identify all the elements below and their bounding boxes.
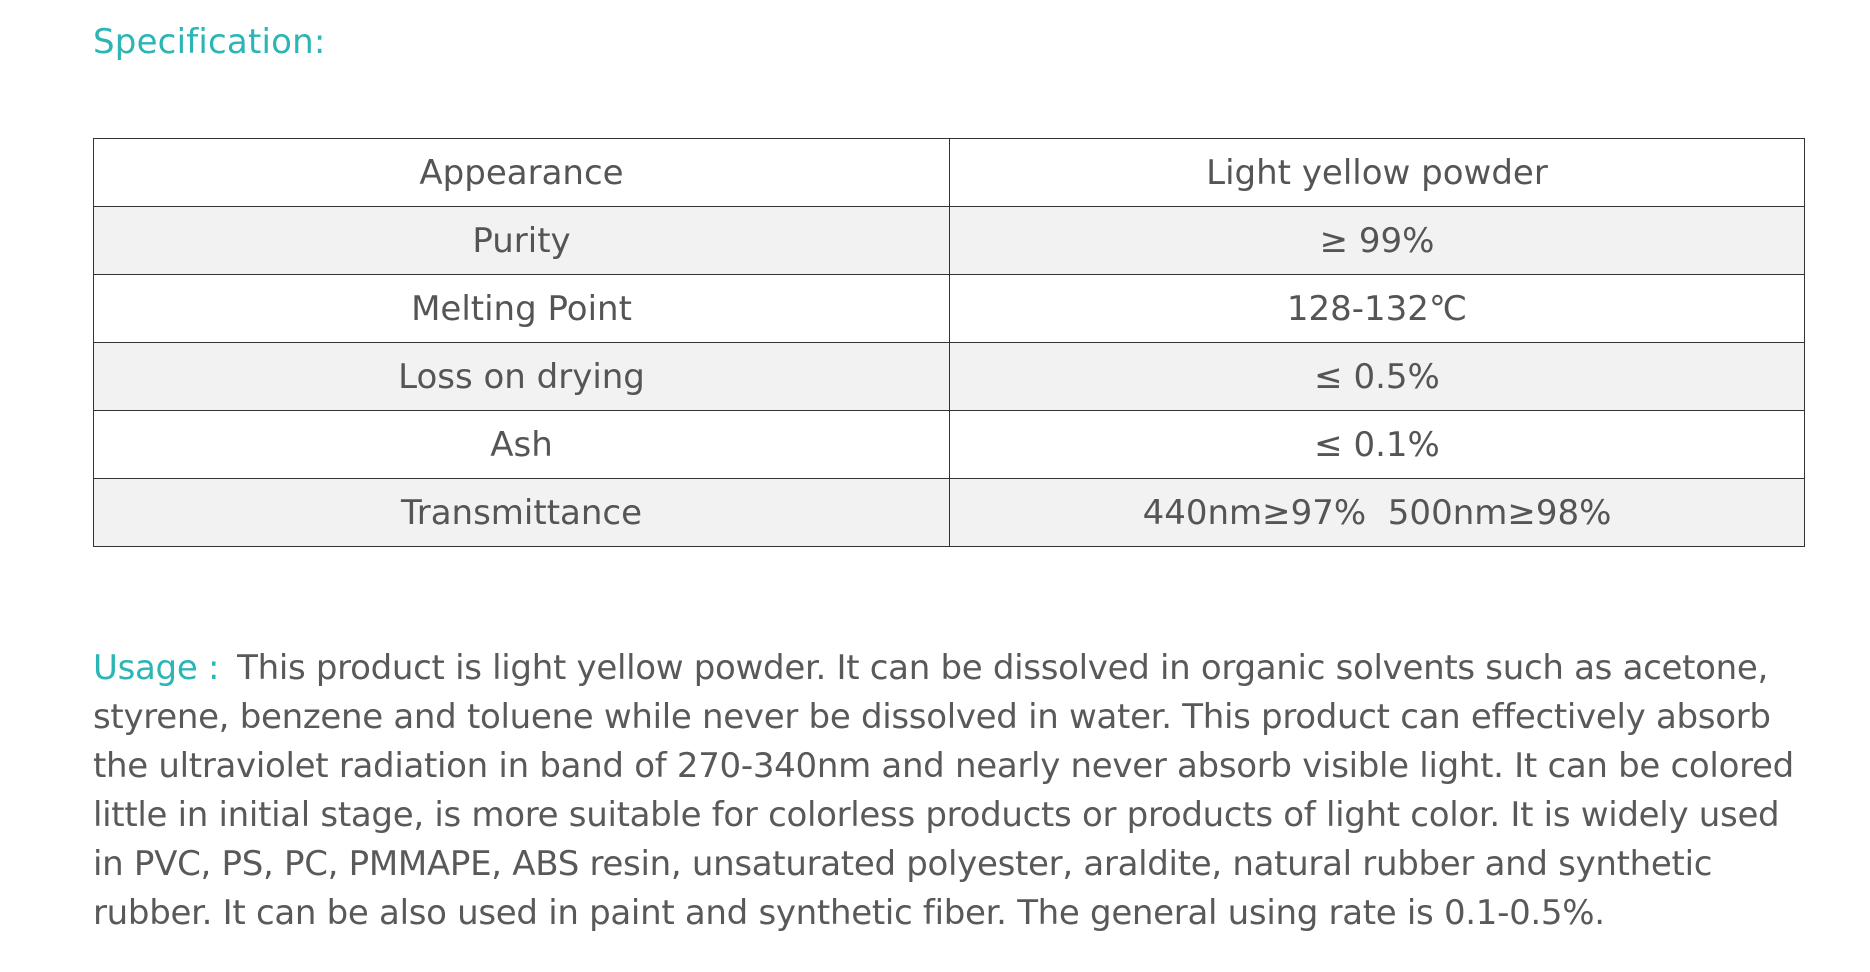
page-title: Specification: — [93, 22, 326, 62]
value-cell: ≤ 0.1% — [950, 411, 1805, 479]
property-cell: Purity — [94, 207, 950, 275]
table-row — [94, 411, 1805, 479]
table-row — [94, 139, 1805, 207]
table-row — [94, 479, 1805, 547]
value-cell: 128-132℃ — [950, 275, 1805, 343]
specification-table — [93, 138, 1805, 547]
value-cell: Light yellow powder — [950, 139, 1805, 207]
property-cell: Ash — [94, 411, 950, 479]
table-row — [94, 275, 1805, 343]
value-cell: ≥ 99% — [950, 207, 1805, 275]
table-row — [94, 207, 1805, 275]
property-cell: Loss on drying — [94, 343, 950, 411]
property-cell: Transmittance — [94, 479, 950, 547]
property-cell: Melting Point — [94, 275, 950, 343]
usage-text: This product is light yellow powder. It can be dissolved in organic solvents such as acetone, styrene, benzene and toluene while never be dissolved in water. This product can effectively absorb the ultraviolet radiation in band of 270-340nm and nearly never absorb visible light. It can be colored little in initial stage, is more suitable for colorless products or products of light color. It is widely used in PVC, PS, PC, PMMAPE, ABS resin, unsaturated polyester, araldite, natural rubber and synthetic rubber. It can be also used in paint and synthetic fiber. The general using rate is 0.1-0.5%. — [93, 648, 1794, 933]
property-cell: Appearance — [94, 139, 950, 207]
usage-label: Usage : — [93, 648, 220, 688]
table-row — [94, 343, 1805, 411]
usage-paragraph — [93, 644, 1813, 938]
value-cell: 440nm≥97% 500nm≥98% — [950, 479, 1805, 547]
value-cell: ≤ 0.5% — [950, 343, 1805, 411]
